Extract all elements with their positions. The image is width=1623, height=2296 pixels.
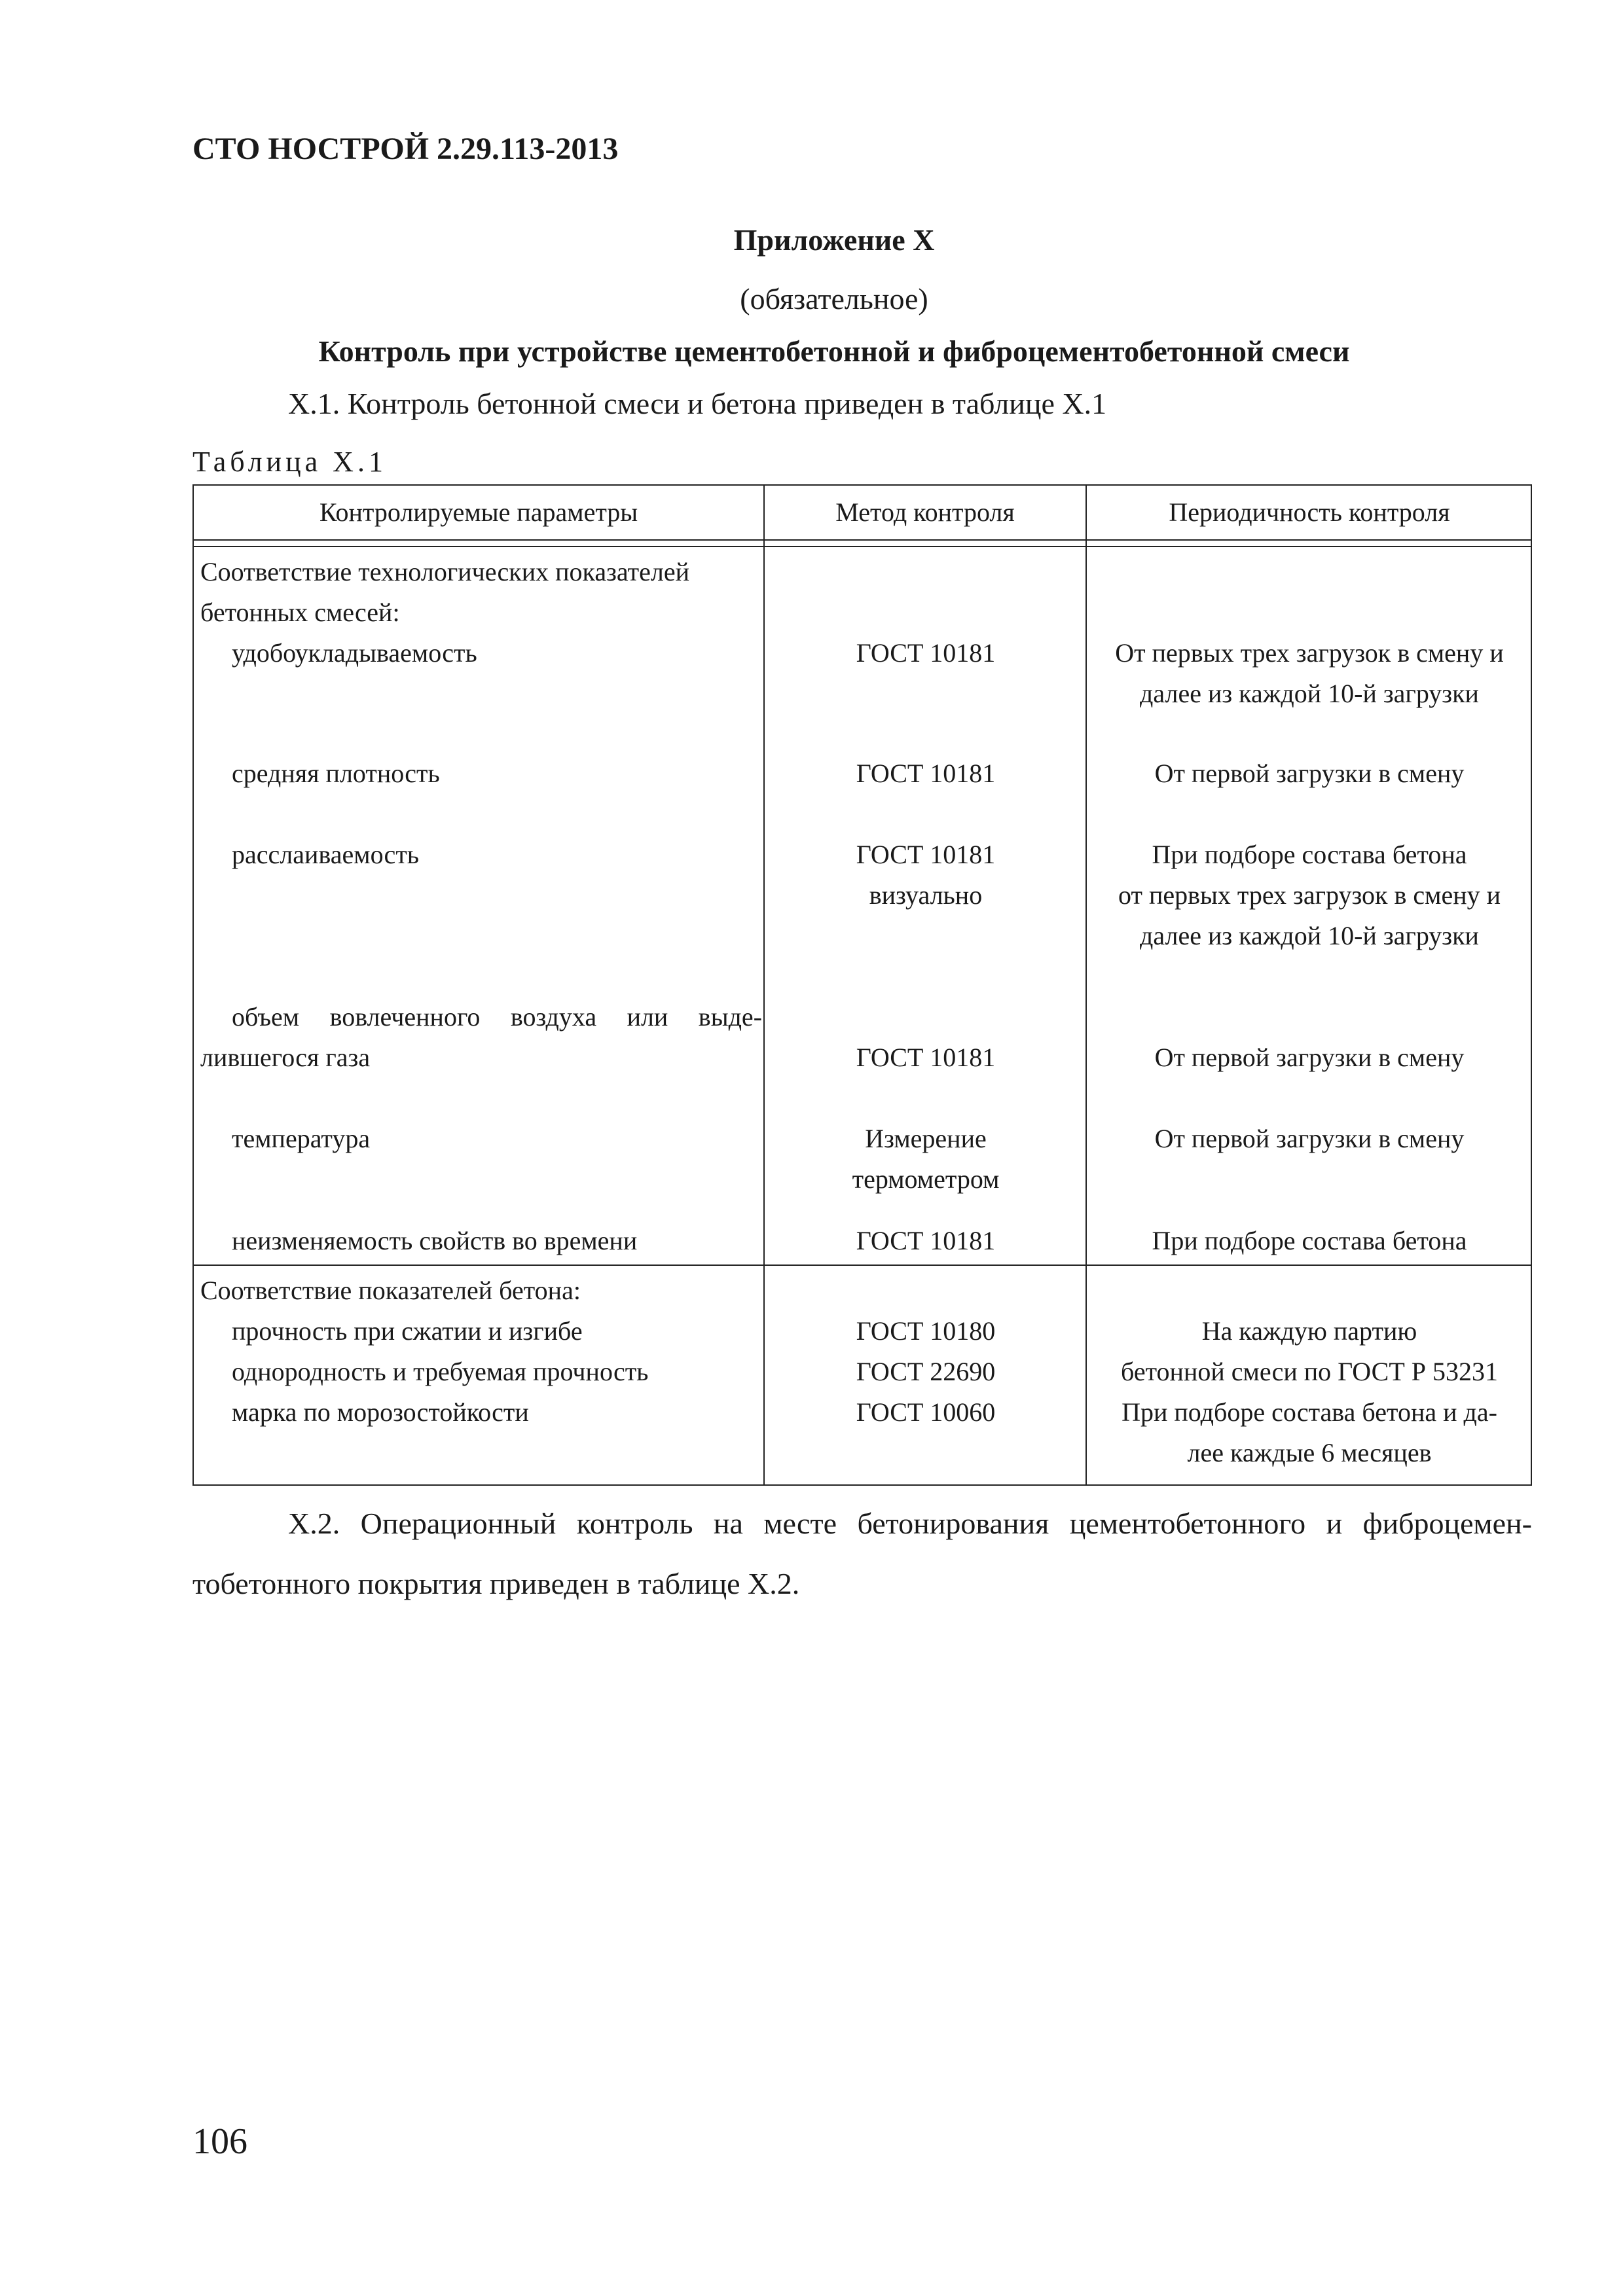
parameter-cell: прочность при сжатии и изгибе	[232, 1316, 583, 1346]
table-divider	[194, 1265, 1531, 1266]
group1-title: бетонных смесей:	[200, 598, 400, 627]
document-header: СТО НОСТРОЙ 2.29.113-2013	[192, 132, 619, 166]
periodicity-cell: При подборе состава бетона и да-	[1122, 1397, 1497, 1427]
periodicity-cell: От первой загрузки в смену	[1154, 1124, 1465, 1153]
header-method: Метод контроля	[835, 497, 1015, 527]
group1-title: Соответствие технологических показателей	[200, 557, 689, 586]
control-table	[192, 484, 1532, 1486]
parameter-cell: средняя плотность	[232, 759, 440, 788]
page-number: 106	[192, 2121, 247, 2162]
parameter-cell: объем вовлеченного воздуха или выде-	[232, 1002, 762, 1031]
method-cell: ГОСТ 10060	[856, 1397, 996, 1427]
table-divider	[1085, 486, 1087, 1484]
periodicity-cell: На каждую партию	[1201, 1316, 1417, 1346]
table-divider	[194, 546, 1531, 547]
method-cell: ГОСТ 10181	[856, 1226, 996, 1255]
appendix-heading: Контроль при устройстве цементобетонной и фиброцементобетонной смеси	[318, 334, 1350, 368]
method-cell: ГОСТ 10181	[856, 840, 996, 869]
periodicity-cell: От первой загрузки в смену	[1154, 1043, 1465, 1072]
intro-paragraph: Х.1. Контроль бетонной смеси и бетона приведен в таблице Х.1	[288, 387, 1107, 420]
appendix-title: Приложение Х	[733, 223, 935, 257]
header-periodicity: Периодичность контроля	[1169, 497, 1450, 527]
periodicity-cell: бетонной смеси по ГОСТ Р 53231	[1121, 1357, 1498, 1386]
periodicity-cell: лее каждые 6 месяцев	[1187, 1438, 1432, 1467]
periodicity-cell: далее из каждой 10-й загрузки	[1140, 921, 1479, 950]
periodicity-cell: далее из каждой 10-й загрузки	[1140, 679, 1479, 708]
table-caption: Таблица Х.1	[192, 446, 387, 478]
parameter-cell: неизменяемость свойств во времени	[232, 1226, 638, 1255]
method-cell: термометром	[852, 1164, 1000, 1194]
method-cell: ГОСТ 22690	[856, 1357, 996, 1386]
periodicity-cell: При подборе состава бетона	[1152, 840, 1467, 869]
method-cell: визуально	[869, 880, 983, 910]
parameter-cell: расслаиваемость	[232, 840, 420, 869]
paragraph-x2: тобетонного покрытия приведен в таблице Х.2.	[192, 1567, 800, 1600]
method-cell: ГОСТ 10181	[856, 1043, 996, 1072]
group2-title: Соответствие показателей бетона:	[200, 1276, 581, 1305]
paragraph-x2: Х.2. Операционный контроль на месте бетонирования цементобетонного и фиброцемен-	[288, 1507, 1532, 1540]
parameter-cell: удобоукладываемость	[232, 638, 477, 668]
periodicity-cell: От первой загрузки в смену	[1154, 759, 1465, 788]
method-cell: ГОСТ 10181	[856, 759, 996, 788]
appendix-note: (обязательное)	[740, 282, 928, 315]
periodicity-cell: При подборе состава бетона	[1152, 1226, 1467, 1255]
parameter-cell: температура	[232, 1124, 371, 1153]
parameter-cell: марка по морозостойкости	[232, 1397, 529, 1427]
table-divider	[194, 539, 1531, 541]
periodicity-cell: От первых трех загрузок в смену и	[1115, 638, 1504, 668]
parameter-cell: лившегося газа	[200, 1043, 371, 1072]
method-cell: Измерение	[865, 1124, 987, 1153]
method-cell: ГОСТ 10181	[856, 638, 996, 668]
header-parameters: Контролируемые параметры	[319, 497, 638, 527]
parameter-cell: однородность и требуемая прочность	[232, 1357, 649, 1386]
method-cell: ГОСТ 10180	[856, 1316, 996, 1346]
periodicity-cell: от первых трех загрузок в смену и	[1118, 880, 1501, 910]
